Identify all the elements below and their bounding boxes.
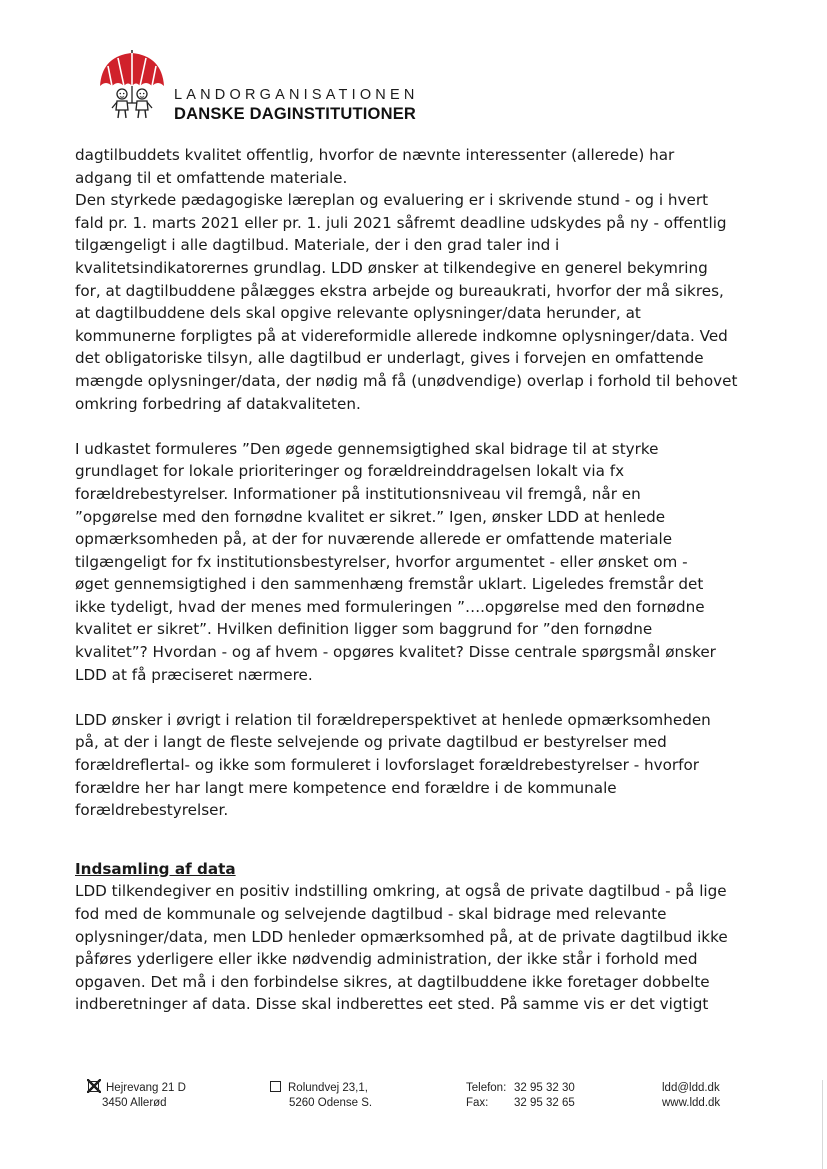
website-link[interactable]: www.ldd.dk bbox=[662, 1097, 721, 1109]
text-line: LDD at få præciseret nærmere. bbox=[75, 665, 313, 684]
paragraph-3 bbox=[75, 709, 755, 822]
text-line: indberetninger af data. Disse skal indberettes eet sted. På samme vis er det vigtigt bbox=[75, 995, 709, 1014]
text-line: mængde oplysninger/data, der nødig må få (unødvendige) overlap i forhold til behovet bbox=[75, 371, 738, 390]
fax-label: Fax: bbox=[466, 1097, 489, 1109]
phone-label: Telefon: bbox=[466, 1082, 507, 1094]
text-line: kvalitet”? Hvordan - og af hvem - opgøres kvalitet? Disse centrale spørgsmål ønsker bbox=[75, 643, 716, 662]
scan-edge-divider bbox=[822, 1080, 823, 1169]
address-city: 3450 Allerød bbox=[102, 1097, 167, 1109]
text-line: ikke tydeligt, hvad der menes med formuleringen ”….opgørelse med den fornødne bbox=[75, 597, 705, 616]
text-line: fod med de kommunale og selvejende dagtilbud - skal bidrage med relevante bbox=[75, 905, 667, 923]
text-line: at dagtilbuddene dels skal opgive relevante oplysninger/data herunder, at bbox=[75, 304, 641, 323]
paragraph-1 bbox=[75, 144, 755, 415]
address-city: 5260 Odense S. bbox=[289, 1097, 373, 1109]
text-line: opmærksomheden på, at der for nuværende allerede er omfattende materiale bbox=[75, 530, 673, 549]
text-line: omkring forbedring af datakvaliteten. bbox=[75, 394, 361, 413]
umbrella-children-logo bbox=[96, 50, 168, 120]
address-street: Hejrevang 21 D bbox=[106, 1082, 186, 1094]
section-heading: Indsamling af data bbox=[75, 859, 236, 878]
text-line: tilgængeligt for fx institutionsbestyrelser, hvorfor argumentet - eller ønsket om - bbox=[75, 552, 688, 571]
address-odense bbox=[270, 1081, 372, 1111]
text-line: opgaven. Det må i den forbindelse sikres, at dagtilbuddene ikke foretager dobbelte bbox=[75, 972, 710, 991]
text-line: kvalitetsindikatorernes grundlag. LDD ønsker at tilkendegive en generel bekymring bbox=[75, 258, 708, 277]
checkbox-icon bbox=[270, 1081, 281, 1092]
text-line: påføres yderligere eller ikke nødvendig administration, der ikke står i forhold med bbox=[75, 950, 698, 969]
text-line: dagtilbuddets kvalitet offentlig, hvorfor de nævnte interessenter (allerede) har bbox=[75, 146, 675, 164]
contact-online bbox=[662, 1081, 720, 1111]
text-line: for, at dagtilbuddene pålægges ekstra arbejde og bureaukrati, hvorfor der må sikres, bbox=[75, 281, 724, 300]
address-street: Rolundvej 23,1, bbox=[288, 1082, 368, 1094]
org-name-line1: LANDORGANISATIONEN bbox=[174, 87, 419, 103]
text-line: forældreflertal- og ikke som formuleret i lovforslaget forældrebestyrelser - hvorfor bbox=[75, 756, 700, 775]
text-line: det obligatoriske tilsyn, alle dagtilbud er underlagt, gives i forvejen en omfattende bbox=[75, 349, 704, 368]
text-line: øget gennemsigtighed i den sammenhæng fremstår uklart. Ligeledes fremstår det bbox=[75, 575, 704, 594]
document-body bbox=[75, 144, 755, 1016]
text-line: forældrebestyrelser. Informationer på institutionsniveau vil fremgå, når en bbox=[75, 484, 641, 503]
text-line: grundlaget for lokale prioriteringer og forældreinddragelsen lokalt via fx bbox=[75, 462, 625, 481]
text-line: I udkastet formuleres ”Den øgede gennemsigtighed skal bidrage til at styrke bbox=[75, 439, 659, 458]
phone-number: 32 95 32 30 bbox=[514, 1082, 575, 1094]
email-link[interactable]: ldd@ldd.dk bbox=[662, 1082, 720, 1094]
paragraph-4 bbox=[75, 880, 755, 1016]
text-line: fald pr. 1. marts 2021 eller pr. 1. juli 2021 såfremt deadline udskydes på ny - offentlig bbox=[75, 213, 727, 232]
org-name-line2: DANSKE DAGINSTITUTIONER bbox=[174, 105, 417, 123]
fax-number: 32 95 32 65 bbox=[514, 1097, 575, 1109]
text-line: på, at der i langt de fleste selvejende og private dagtilbud er bestyrelser med bbox=[75, 733, 667, 752]
text-line: kvalitet er sikret”. Hvilken definition ligger som baggrund for ”den fornødne bbox=[75, 620, 653, 639]
text-line: Den styrkede pædagogiske læreplan og evaluering er i skrivende stund - og i hvert bbox=[75, 191, 709, 210]
text-line: LDD ønsker i øvrigt i relation til forældreperspektivet at henlede opmærksomheden bbox=[75, 710, 711, 729]
text-line: forældrebestyrelser. bbox=[75, 801, 229, 820]
text-line: kommunerne forpligtes på at videreformidle allerede indkomne oplysninger/data. Ved bbox=[75, 326, 728, 345]
address-allerod bbox=[88, 1081, 186, 1111]
text-line: forældre her har langt mere kompetence end forældre i de kommunale bbox=[75, 778, 617, 797]
text-line: tilgængeligt i alle dagtilbud. Materiale, der i den grad taler ind i bbox=[75, 236, 560, 255]
text-line: oplysninger/data, men LDD henleder opmærksomhed på, at de private dagtilbud ikke bbox=[75, 927, 728, 946]
text-line: LDD tilkendegiver en positiv indstilling omkring, at også de private dagtilbud - på lige bbox=[75, 882, 727, 901]
contact-numbers bbox=[466, 1081, 575, 1111]
text-line: ”opgørelse med den fornødne kvalitet er sikret.” Igen, ønsker LDD at henlede bbox=[75, 507, 666, 526]
checked-box-icon bbox=[88, 1081, 99, 1092]
text-line: adgang til et omfattende materiale. bbox=[75, 168, 348, 187]
paragraph-2 bbox=[75, 438, 755, 687]
